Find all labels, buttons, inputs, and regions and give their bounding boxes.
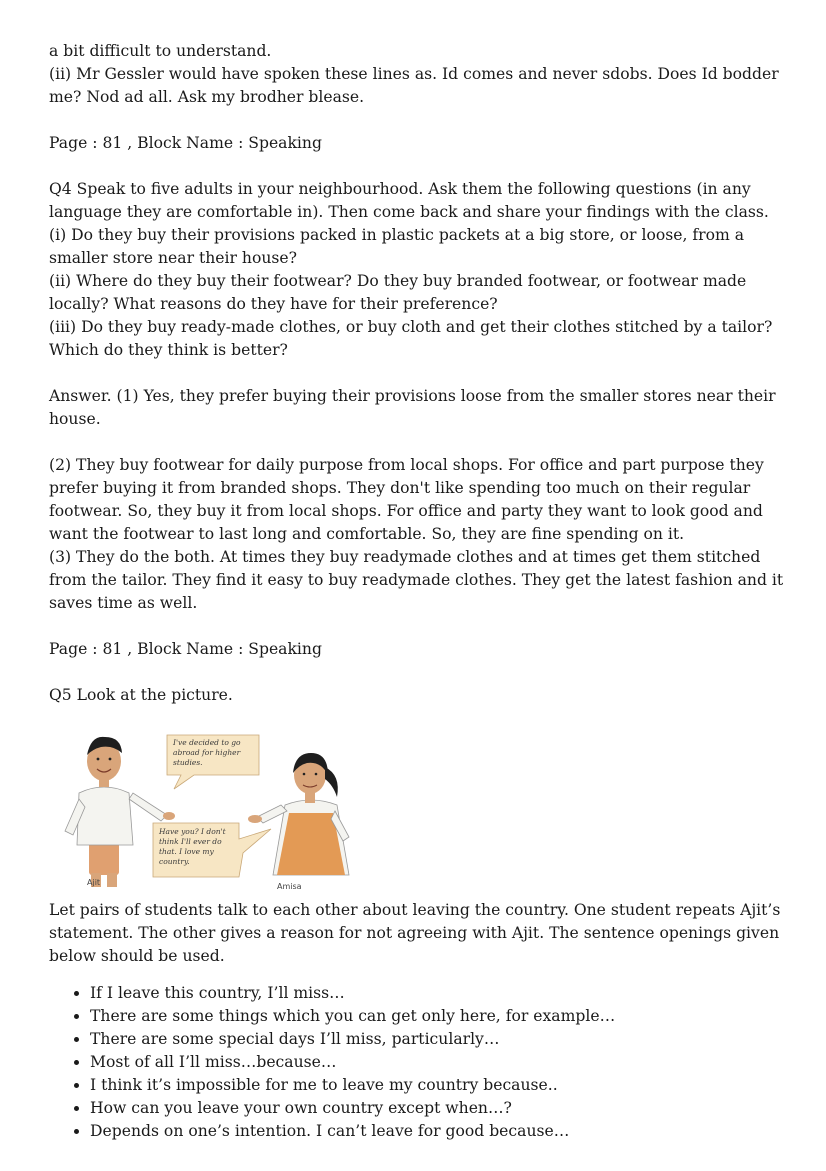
section-header-2: Page : 81 , Block Name : Speaking bbox=[49, 640, 322, 658]
bubble1-line-3: studies. bbox=[173, 758, 203, 767]
amisa-figure bbox=[248, 753, 349, 875]
illustration-svg bbox=[49, 713, 415, 893]
intro-line-2: (ii) Mr Gessler would have spoken these lines as. Id comes and never sdobs. Does Id bodder me? Nod ad all. Ask my brodher blease. bbox=[49, 65, 779, 106]
answer-1: Answer. (1) Yes, they prefer buying their provisions loose from the smaller stores near their house. bbox=[49, 387, 776, 428]
bubble2-line-4: country. bbox=[159, 857, 190, 866]
q5-instructions: Let pairs of students talk to each other about leaving the country. One student repeats Ajit’s statement. The other gives a reason for not agreeing with Ajit. The sentence openings given below should be used. bbox=[49, 901, 781, 965]
bubble1-line-2: abroad for higher bbox=[173, 748, 241, 757]
list-item: • I think it’s impossible for me to leave my country because.. bbox=[90, 1074, 784, 1097]
answer-2: (2) They buy footwear for daily purpose from local shops. For office and part purpose they prefer buying it from branded shops. They don't like spending too much on their regular footwear. So, they buy it from local shops. For office and party they want to look good and want the footwear to last long and comfortable. So, they are fine spending on it. bbox=[49, 456, 764, 543]
name-label-ajit: Ajit bbox=[87, 878, 101, 887]
section-header-1: Page : 81 , Block Name : Speaking bbox=[49, 134, 322, 152]
bubble2-line-2: think I'll ever do bbox=[159, 837, 222, 846]
q4-question-iii: (iii) Do they buy ready-made clothes, or buy cloth and get their clothes stitched by a tailor? Which do they think is better? bbox=[49, 318, 773, 359]
q4-question-i: (i) Do they buy their provisions packed in plastic packets at a big store, or loose, from a smaller store near their house? bbox=[49, 226, 745, 267]
name-label-amisa: Amisa bbox=[277, 882, 302, 891]
q4-prompt: Q4 Speak to five adults in your neighbourhood. Ask them the following questions (in any language they are comfortable in). Then come back and share your findings with the class. bbox=[49, 180, 769, 221]
answer-3: (3) They do the both. At times they buy readymade clothes and at times get them stitched from the tailor. They find it easy to buy readymade clothes. They get the latest fashion and it saves time as well. bbox=[49, 548, 784, 612]
list-item: • There are some things which you can get only here, for example… bbox=[90, 1005, 784, 1028]
speech-bubble-amisa bbox=[153, 823, 271, 877]
list-item: • How can you leave your own country except when…? bbox=[90, 1097, 784, 1120]
bubble1-line-1: I've decided to go bbox=[173, 738, 241, 747]
conversation-illustration bbox=[49, 713, 415, 893]
bubble2-line-3: that. I love my bbox=[159, 847, 214, 856]
list-item: • Depends on one’s intention. I can’t leave for good because… bbox=[90, 1120, 784, 1143]
q4-question-ii: (ii) Where do they buy their footwear? Do they buy branded footwear, or footwear made locally? What reasons do they have for their preference? bbox=[49, 272, 747, 313]
speech-bubble-ajit bbox=[167, 735, 259, 789]
intro-line-1: a bit difficult to understand. bbox=[49, 42, 272, 60]
list-item: • If I leave this country, I’ll miss… bbox=[90, 982, 784, 1005]
document-page bbox=[49, 40, 784, 1143]
list-item: • There are some special days I’ll miss, particularly… bbox=[90, 1028, 784, 1051]
bubble2-line-1: Have you? I don't bbox=[159, 827, 226, 836]
sentence-openings-list bbox=[49, 982, 784, 1143]
q5-prompt: Q5 Look at the picture. bbox=[49, 686, 233, 704]
list-item: • Most of all I’ll miss…because… bbox=[90, 1051, 784, 1074]
